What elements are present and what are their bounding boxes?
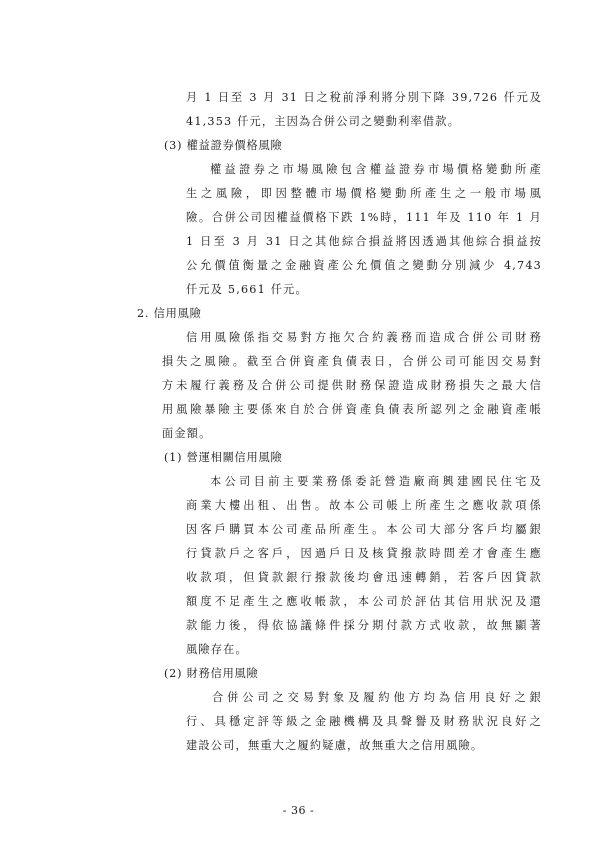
paragraph-line: 公允價值衡量之金融資產公允價值之變動分別減少 4,743 <box>186 259 542 272</box>
paragraph-line: 方未履行義務及合併公司提供財務保證造成財務損失之最大信 <box>162 379 542 392</box>
paragraph-line: 因客戶購買本公司產品所產生。本公司大部分客戶均屬銀 <box>186 523 542 536</box>
paragraph-line: 面金額。 <box>162 427 212 440</box>
paragraph-line: 1 日至 3 月 31 日之其他綜合損益將因透過其他綜合損益按 <box>186 235 542 248</box>
paragraph-line: 生之風險，即因整體市場價格變動所產生之一般市場風 <box>186 187 542 200</box>
paragraph-line: 權益證券之市場風險包含權益證券市場價格變動所產 <box>210 163 542 176</box>
section-heading: 2. 信用風險 <box>137 307 202 320</box>
paragraph-line: 建設公司，無重大之履約疑慮，故無重大之信用風險。 <box>186 739 484 752</box>
section-heading: (2) 財務信用風險 <box>164 667 259 680</box>
paragraph-line: 險。合併公司因權益價格下跌 1%時，111 年及 110 年 1 月 <box>186 211 542 224</box>
section-heading: (1) 營運相關信用風險 <box>164 451 283 464</box>
paragraph-line: 損失之風險。截至合併資產負債表日，合併公司可能因交易對 <box>162 355 542 368</box>
section-heading: (3) 權益證券價格風險 <box>164 139 283 152</box>
paragraph-line: 收款項，但貸款銀行撥款後均會迅速轉銷，若客戶因貸款 <box>186 571 542 584</box>
paragraph-line: 商業大樓出租、出售。故本公司帳上所產生之應收款項係 <box>186 499 542 512</box>
paragraph-line: 合併公司之交易對象及履約他方均為信用良好之銀 <box>212 691 542 704</box>
page-number: - 36 - <box>282 804 315 817</box>
paragraph-line: 信用風險係指交易對方拖欠合約義務而造成合併公司財務 <box>186 331 542 344</box>
paragraph-line: 行、具穩定評等級之金融機構及具聲譽及財務狀況良好之 <box>186 715 542 728</box>
paragraph-line: 風險存在。 <box>186 643 248 656</box>
paragraph-line: 本公司目前主要業務係委託營造廠商興建國民住宅及 <box>210 475 542 488</box>
paragraph-line: 用風險暴險主要係來自於合併資產負債表所認列之金融資產帳 <box>162 403 542 416</box>
paragraph-line: 月 1 日至 3 月 31 日之稅前淨利將分別下降 39,726 仟元及 <box>186 91 542 104</box>
paragraph-line: 額度不足產生之應收帳款，本公司於評估其信用狀況及還 <box>186 595 542 608</box>
paragraph-line: 41,353 仟元，主因為合併公司之變動利率借款。 <box>186 115 461 128</box>
paragraph-line: 仟元及 5,661 仟元。 <box>186 283 308 296</box>
paragraph-line: 行貸款戶之客戶，因過戶日及核貸撥款時間差才會產生應 <box>186 547 542 560</box>
paragraph-line: 款能力後，得依協議條件採分期付款方式收款，故無顯著 <box>186 619 542 632</box>
